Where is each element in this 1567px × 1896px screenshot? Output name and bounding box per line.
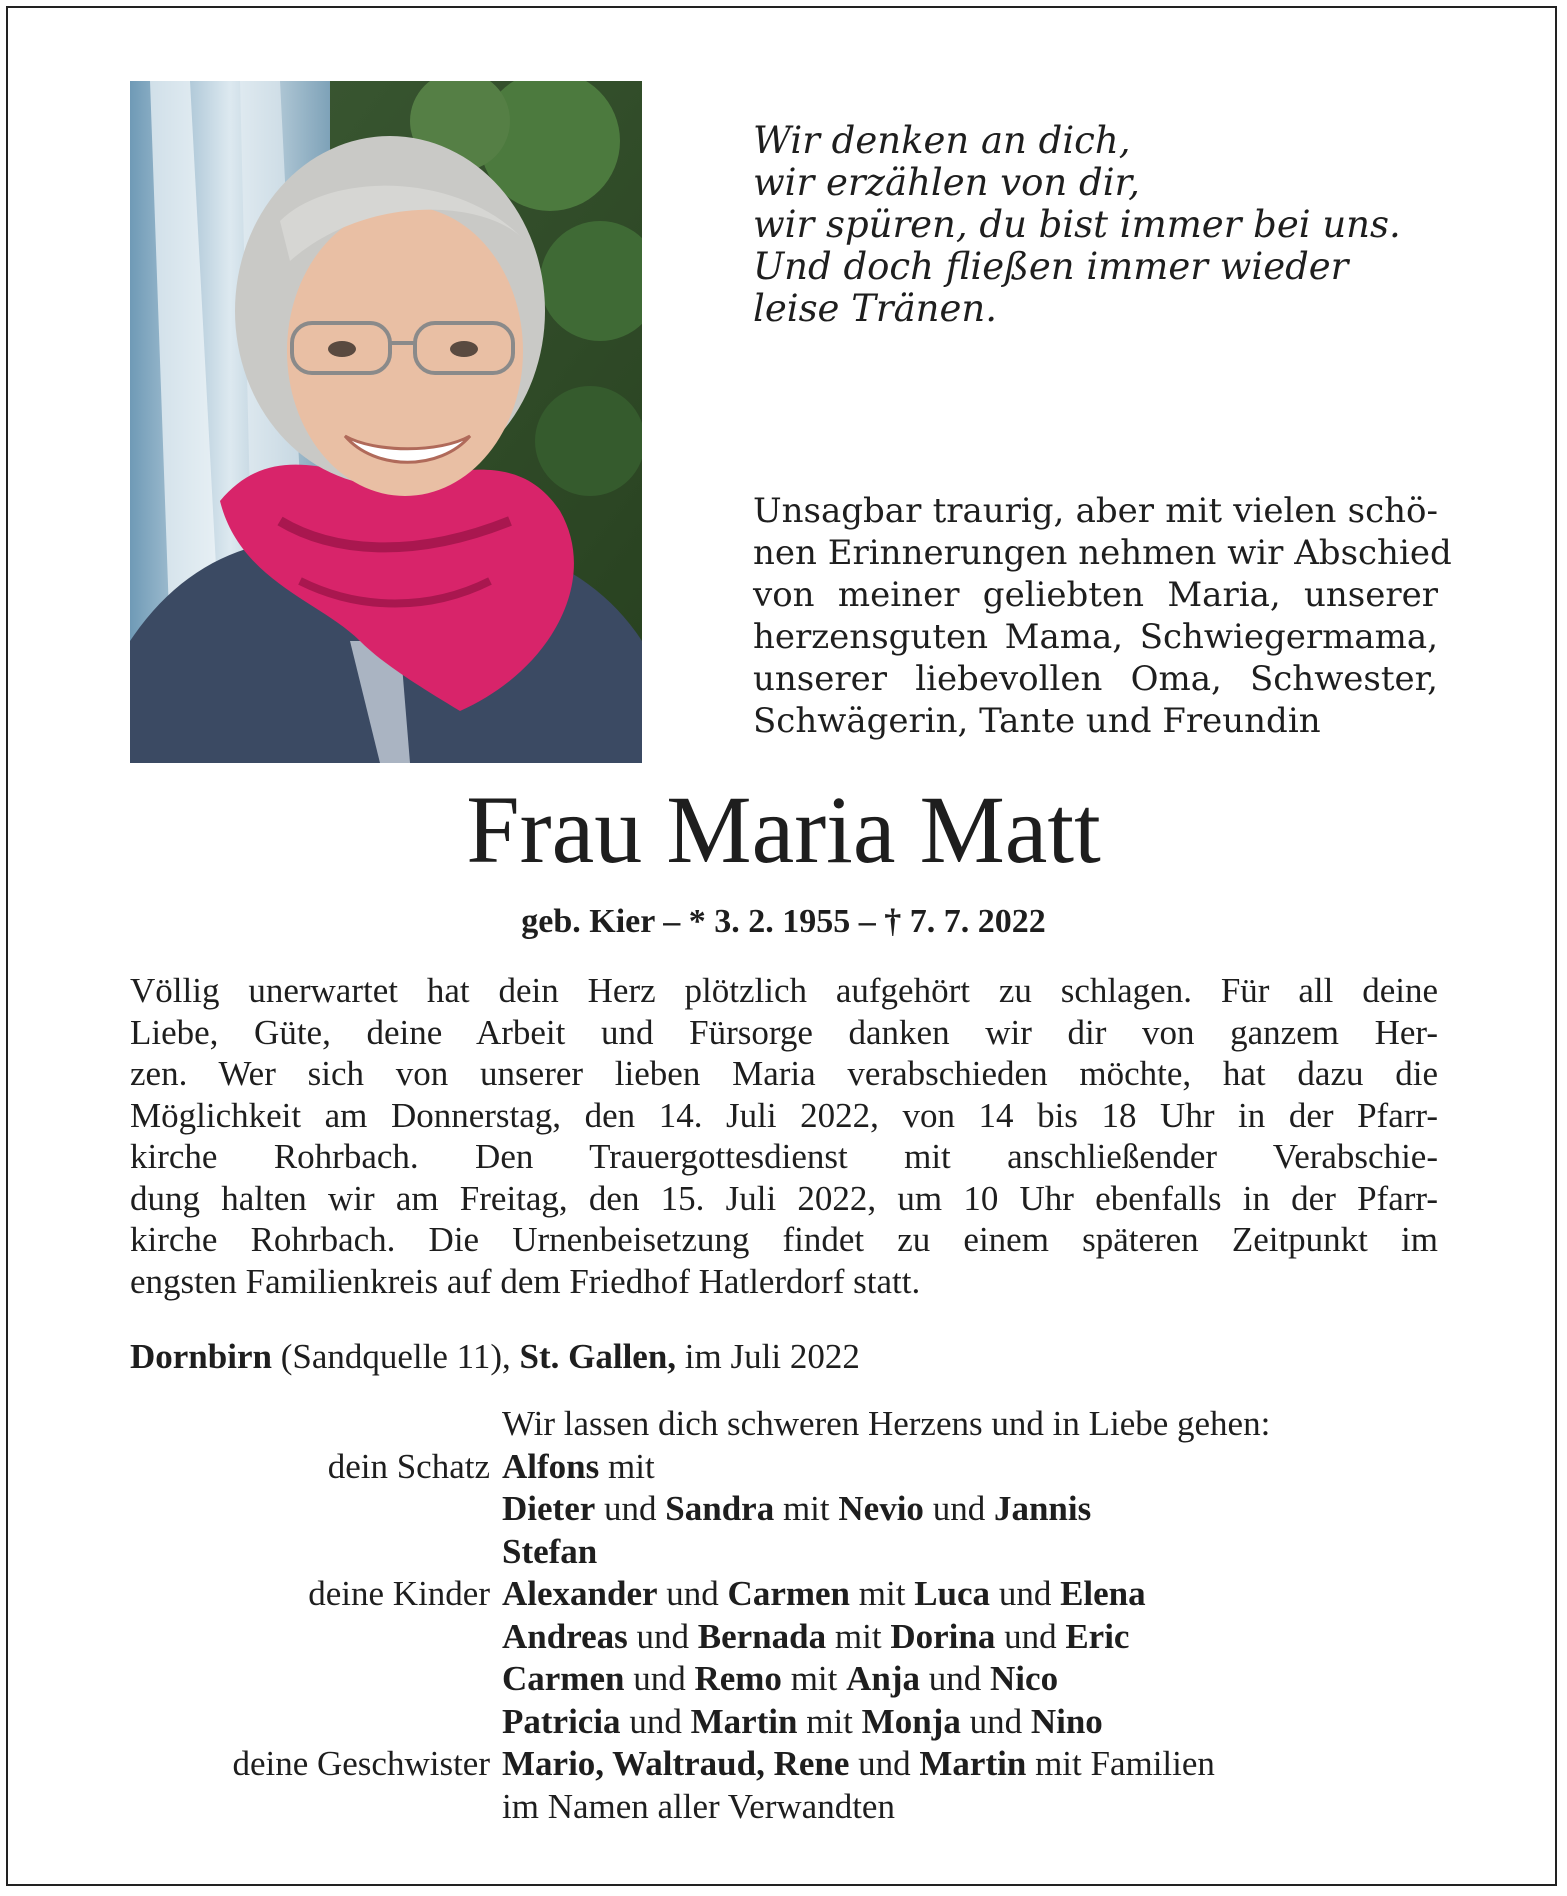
intro-line: herzensguten Mama, Schwiegermama, — [753, 617, 1438, 657]
family-row: deine Geschwister Mario, Waltraud, Rene und Martin mit Familien — [130, 1743, 1438, 1786]
verse-line: wir erzählen von dir, — [753, 161, 1140, 204]
body-line: Völlig unerwartet hat dein Herz plötzlich aufgehört zu schlagen. Für all deine — [130, 971, 1438, 1010]
verse — [753, 120, 1401, 330]
relation-label: deine Geschwister — [232, 1744, 490, 1783]
address: (Sandquelle 11), — [271, 1337, 520, 1376]
body-line: kirche Rohrbach. Den Trauergottesdienst mit anschließender Verabschie- — [130, 1137, 1438, 1176]
family-row: Stefan — [502, 1531, 598, 1571]
intro-line: von meiner geliebten Maria, unserer — [753, 575, 1438, 615]
intro-line: nen Erinnerungen nehmen wir Abschied — [753, 533, 1452, 573]
intro-text — [753, 490, 1452, 742]
intro-line: unserer liebevollen Oma, Schwester, — [753, 659, 1438, 699]
family-intro: Wir lassen dich schweren Herzens und in Liebe gehen: — [502, 1404, 1271, 1443]
body-line: Möglichkeit am Donnerstag, den 14. Juli 2022, von 14 bis 18 Uhr in der Pfarr- — [130, 1095, 1438, 1135]
verse-line: leise Tränen. — [753, 287, 997, 330]
body-line: Liebe, Güte, deine Arbeit und Fürsorge danken wir dir von ganzem Her- — [130, 1012, 1438, 1052]
relation-label: dein Schatz — [327, 1446, 490, 1486]
intro-line: Unsagbar traurig, aber mit vielen schö- — [753, 491, 1438, 531]
family-list — [130, 1403, 1438, 1828]
family-row: dein Schatz Alfons mit — [130, 1446, 1438, 1489]
family-row: Andreas und Bernada mit Dorina und Eric — [502, 1616, 1130, 1656]
family-row: Dieter und Sandra mit Nevio und Jannis — [502, 1489, 1092, 1528]
body-line: engsten Familienkreis auf dem Friedhof Hatlerdorf statt. — [130, 1261, 921, 1301]
deceased-name: Frau Maria Matt — [466, 776, 1101, 883]
place-and-date — [130, 1335, 860, 1379]
verse-line: wir spüren, du bist immer bei uns. — [753, 203, 1401, 246]
body-line: dung halten wir am Freitag, den 15. Juli 2022, um 10 Uhr ebenfalls in der Pfarr- — [130, 1178, 1438, 1218]
family-row: Carmen und Remo mit Anja und Nico — [502, 1659, 1059, 1698]
birth-death-dates: geb. Kier – * 3. 2. 1955 – † 7. 7. 2022 — [521, 903, 1046, 940]
body-line: kirche Rohrbach. Die Urnenbeisetzung findet zu einem späteren Zeitpunkt im — [130, 1220, 1438, 1259]
family-row: Patricia und Martin mit Monja und Nino — [502, 1701, 1103, 1741]
family-row: im Namen aller Verwandten — [502, 1786, 895, 1826]
relation-label: deine Kinder — [308, 1574, 490, 1613]
date: im Juli 2022 — [676, 1337, 860, 1376]
family-intro-row — [130, 1403, 1438, 1446]
portrait-photo — [130, 81, 642, 763]
city-dornbirn: Dornbirn — [130, 1337, 272, 1376]
city-st-gallen: St. Gallen, — [519, 1337, 677, 1376]
verse-line: Wir denken an dich, — [753, 119, 1131, 162]
family-row: deine Kinder Alexander und Carmen mit Luca und Elena — [130, 1573, 1438, 1616]
verse-line: Und doch fließen immer wieder — [753, 245, 1349, 288]
body-text — [130, 970, 1438, 1302]
body-line: zen. Wer sich von unserer lieben Maria verabschieden möchte, hat dazu die — [130, 1054, 1438, 1093]
intro-line: Schwägerin, Tante und Freundin — [753, 701, 1321, 741]
